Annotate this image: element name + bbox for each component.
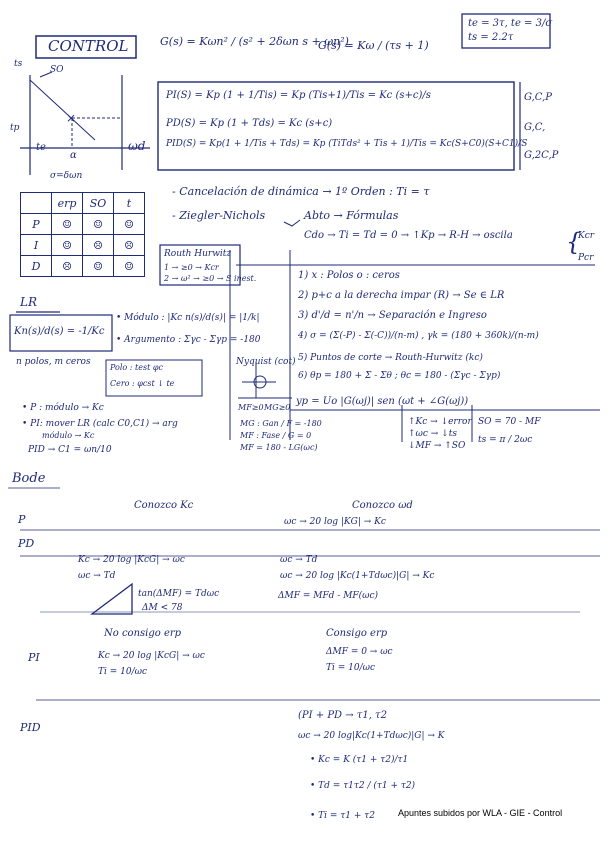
- bode-pi-left-1: Kc → 20 log |KcG| → ωc: [98, 651, 205, 661]
- table-cell: SO: [83, 193, 114, 214]
- table-cell: D: [21, 256, 52, 277]
- bode-pi-label: PI: [28, 651, 40, 664]
- lr-poles-zeros: n polos, m ceros: [16, 357, 91, 367]
- table-cell: t: [114, 193, 145, 214]
- nyquist-phase-margin: MF : Fase / G = 0: [240, 431, 312, 440]
- ts-wc-relation: ts = π / 2ωc: [478, 435, 533, 445]
- bode-pid-step-1: (PI + PD → τ1, τ2: [298, 710, 387, 721]
- lr-module-condition: • Módulo : |Kc n(s)/d(s)| = |1/k|: [116, 313, 260, 323]
- table-cell: erp: [52, 193, 83, 214]
- lr-rule-1: 1) x : Polos o : ceros: [298, 270, 400, 281]
- pd-controller: PD(S) = Kp (1 + Tds) = Kc (s+c): [166, 118, 333, 129]
- steady-state-response: yp = Uo |G(ωj)| sen (ωt + ∠G(ωj)): [296, 396, 469, 407]
- svg-text:{: {: [566, 228, 582, 256]
- bode-tan-mf: tan(ΔMF) = Tdωc: [138, 589, 220, 599]
- first-order-tf: G(s) = Kω / (τs + 1): [318, 39, 429, 52]
- sketch-so-label: SO: [50, 65, 64, 75]
- so-mf-relation: SO = 70 - MF: [478, 417, 541, 427]
- table-cell: ☺: [83, 214, 114, 235]
- lr-rule-6: 6) θp = 180 + Σ - Σθ ; θc = 180 - (Σγc - Σγp): [298, 371, 501, 381]
- nyquist-mf: MF≥0: [238, 403, 264, 412]
- lr-characteristic-eq: Kn(s)/d(s) = -1/Kc: [14, 326, 105, 337]
- lr-zero-effect: Cero : φcst ↓ te: [110, 379, 175, 388]
- bode-pi-left-2: Ti = 10/ωc: [98, 667, 148, 677]
- table-cell: P: [21, 214, 52, 235]
- lr-rule-3: 3) d'/d = n'/n → Separación e Ingreso: [298, 310, 487, 321]
- pid-tag: G,2C,P: [524, 150, 559, 161]
- bode-dm-limit: ΔM < 78: [142, 603, 183, 613]
- bode-pid-label: PID: [20, 721, 41, 734]
- bode-no-erp: No consigo erp: [104, 628, 182, 639]
- bode-pd-label: PD: [18, 537, 35, 550]
- pi-tag: G,C,P: [524, 92, 553, 103]
- page-title: CONTROL: [48, 37, 129, 55]
- note-pi-move-lr: • PI: mover LR (calc C0,C1) → arg: [22, 419, 178, 429]
- nyquist-mf-formula: MF = 180 - LG(ωc): [240, 443, 318, 452]
- nyquist-mg: MG≥0: [264, 403, 291, 412]
- routh-line-1: 1 → ≥0 → Kcr: [164, 263, 219, 272]
- zn-kcr: Kcr: [578, 231, 595, 241]
- settling-time-note: te = 3τ, te = 3/σ: [468, 18, 553, 29]
- table-cell: [21, 193, 52, 214]
- table-cell: I: [21, 235, 52, 256]
- effect-wc-ts: ↑ωc → ↓ts: [408, 429, 457, 439]
- lr-pole-effect: Polo : test φc: [110, 363, 163, 372]
- bode-pd-right-1: ωc → Td: [280, 555, 318, 565]
- bode-pid-kc: • Kc = K (τ1 + τ2)/τ1: [310, 755, 409, 765]
- nyquist-title: Nyquist (cot): [236, 357, 296, 367]
- ziegler-nichols-label: - Ziegler-Nichols: [172, 209, 266, 222]
- note-pid-c1: PID → C1 = ωn/10: [28, 445, 112, 455]
- lr-rule-5: 5) Puntos de corte → Routh-Hurwitz (kc): [298, 353, 483, 363]
- lr-rule-2: 2) p+c a la derecha impar (R) → Se ∈ LR: [298, 290, 505, 301]
- pd-tag: G,C,: [524, 122, 546, 133]
- table-row: [21, 193, 145, 214]
- sketch-te-label: te: [36, 142, 46, 153]
- table-cell: ☹: [52, 256, 83, 277]
- lr-rule-4: 4) σ = (Σ(-P) - Σ(-C))/(n-m) , γk = (180 + 360k)/(n-m): [298, 331, 539, 341]
- table-cell: ☹: [114, 235, 145, 256]
- svg-text:×: ×: [66, 111, 77, 125]
- routh-title: Routh Hurwitz: [164, 249, 232, 259]
- bode-pd-right-2: ωc → 20 log |Kc(1+Tdωc)|G| → Kc: [280, 571, 435, 581]
- footer-credit: Apuntes subidos por WLA - GIE - Control: [398, 808, 563, 818]
- bode-pd-left-1: Kc → 20 log |KcG| → ωc: [78, 555, 185, 565]
- effect-kc-error: ↑Kc → ↓error: [408, 417, 472, 427]
- sketch-ts-label: ts: [14, 59, 23, 69]
- table-row: [21, 256, 145, 277]
- cancel-dynamics-note: - Cancelación de dinámica → 1º Orden : Ti = τ: [172, 185, 430, 198]
- bode-title: Bode: [12, 471, 46, 486]
- zn-pcr: Pcr: [578, 253, 594, 263]
- lr-title: LR: [20, 295, 38, 309]
- sketch-alpha-label: α: [70, 150, 77, 161]
- bode-pid-td: • Td = τ1τ2 / (τ1 + τ2): [310, 781, 416, 791]
- bode-pid-step-2: ωc → 20 log|Kc(1+Tdωc)|G| → K: [298, 731, 445, 741]
- note-pi-module: módulo → Kc: [42, 431, 95, 440]
- bode-pi-right-2: Ti = 10/ωc: [326, 663, 376, 673]
- zn-open-loop: Abto → Fórmulas: [304, 209, 399, 222]
- note-p-module: • P : módulo → Kc: [22, 403, 104, 413]
- table-cell: ☹: [83, 235, 114, 256]
- sketch-sigma-label: σ=δωn: [50, 171, 83, 181]
- table-cell: ☺: [83, 256, 114, 277]
- table-cell: ☺: [52, 214, 83, 235]
- bode-known-wd: Conozco ωd: [352, 500, 413, 511]
- pi-controller: PI(S) = Kp (1 + 1/Tis) = Kp (Tis+1)/Tis = Kc (s+c)/s: [166, 90, 431, 101]
- table-cell: ☺: [114, 256, 145, 277]
- rise-time-note: ts = 2.2τ: [468, 32, 514, 43]
- effect-mf-so: ↓MF → ↑SO: [408, 441, 466, 451]
- bode-pid-ti: • Ti = τ1 + τ2: [310, 811, 375, 821]
- second-order-tf: G(s) = Kωn² / (s² + 2δωn s + ωn²): [160, 35, 349, 48]
- bode-pi-right-1: ΔMF = 0 → ωc: [326, 647, 393, 657]
- bode-dmf: ΔMF = MFd - MF(ωc): [278, 591, 379, 601]
- pid-effects-table: [20, 192, 145, 277]
- nyquist-gain-margin: MG : Gan / F = -180: [240, 419, 322, 428]
- table-row: [21, 235, 145, 256]
- routh-line-2: 2 → ω² → ≥0 → S inest.: [164, 274, 257, 283]
- table-row: [21, 214, 145, 235]
- sketch-tp-label: tp: [10, 123, 20, 133]
- bode-si-erp: Consigo erp: [326, 628, 388, 639]
- zn-closed-loop: Cdo → Ti = Td = 0 → ↑Kp → R-H → oscila: [304, 230, 513, 241]
- sketch-wd-label: ωd: [128, 139, 146, 153]
- table-cell: ☺: [114, 214, 145, 235]
- bode-pd-left-2: ωc → Td: [78, 571, 116, 581]
- bode-known-kc: Conozco Kc: [134, 500, 194, 511]
- pid-controller: PID(S) = Kp(1 + 1/Tis + Tds) = Kp (TiTds² + Tis + 1)/Tis = Kc(S+C0)(S+C1)/S: [166, 139, 528, 149]
- table-cell: ☺: [52, 235, 83, 256]
- bode-p-label: P: [18, 513, 26, 526]
- bode-p-right: ωc → 20 log |KG| → Kc: [284, 517, 386, 527]
- lr-argument-condition: • Argumento : Σγc - Σγp = -180: [116, 335, 261, 345]
